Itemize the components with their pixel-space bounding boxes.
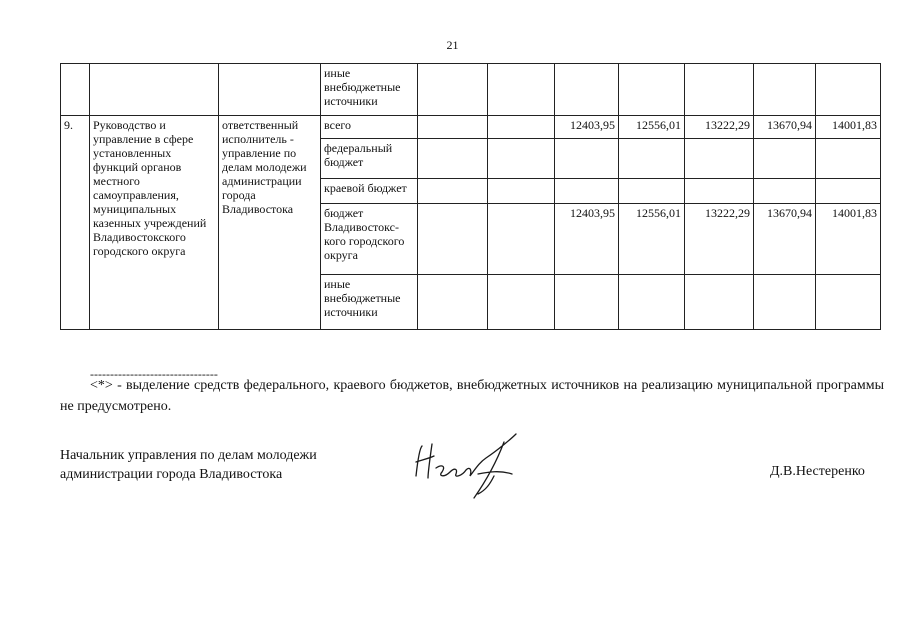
value-cell: [418, 179, 488, 204]
source-cell: иные внебюджетные источники: [321, 275, 418, 330]
value-cell: [685, 275, 754, 330]
value-cell: 14001,83: [816, 204, 881, 275]
value-cell: [555, 179, 619, 204]
value-cell: 12403,95: [555, 116, 619, 139]
source-cell: краевой бюджет: [321, 179, 418, 204]
value-cell: [754, 275, 816, 330]
signer-title: [60, 446, 317, 484]
value-cell: [488, 116, 555, 139]
row-number-cell: 9.: [61, 116, 90, 330]
value-cell: 12556,01: [619, 204, 685, 275]
footnote-separator: --------------------------------: [90, 367, 218, 381]
value-cell: [488, 139, 555, 179]
value-cell: [816, 275, 881, 330]
value-cell: 13222,29: [685, 204, 754, 275]
value-cell: [619, 275, 685, 330]
budget-table: [60, 63, 881, 330]
value-cell: [418, 204, 488, 275]
source-cell: федеральный бюджет: [321, 139, 418, 179]
value-cell: [754, 179, 816, 204]
source-cell: всего: [321, 116, 418, 139]
activity-name-cell: Руководство и управление в сфере установленных функций органов местного самоуправления, муниципальных казенных учреждений Владивостокского городского округа: [90, 116, 219, 330]
value-cell: 13222,29: [685, 116, 754, 139]
value-cell: [816, 179, 881, 204]
value-cell: [488, 275, 555, 330]
table-row-continuation: [61, 64, 881, 116]
table-cell: [816, 64, 881, 116]
value-cell: [555, 139, 619, 179]
handwritten-signature: [408, 428, 523, 508]
signer-title-line: администрации города Владивостока: [60, 467, 283, 482]
value-cell: [816, 139, 881, 179]
table-cell: [685, 64, 754, 116]
source-cell: иные внебюджетные источники: [321, 64, 418, 116]
value-cell: [488, 179, 555, 204]
table-cell: [418, 64, 488, 116]
signer-name: Д.В.Нестеренко: [770, 464, 865, 479]
table-cell: [754, 64, 816, 116]
value-cell: 13670,94: [754, 204, 816, 275]
value-cell: [754, 139, 816, 179]
value-cell: [418, 139, 488, 179]
value-cell: 12403,95: [555, 204, 619, 275]
value-cell: [619, 179, 685, 204]
footnote-text: <*> - выделение средств федерального, краевого бюджетов, внебюджетных источников на реализацию муниципальной программы не предусмотрено.: [60, 378, 884, 414]
value-cell: [555, 275, 619, 330]
table-cell: [90, 64, 219, 116]
page-number: 21: [446, 38, 459, 52]
table-cell: [555, 64, 619, 116]
executor-cell: ответственный исполнитель - управление по делам молодежи администрации города Владивостока: [219, 116, 321, 330]
table-cell: [219, 64, 321, 116]
value-cell: 12556,01: [619, 116, 685, 139]
value-cell: 14001,83: [816, 116, 881, 139]
value-cell: [685, 179, 754, 204]
value-cell: [418, 116, 488, 139]
table-cell: [488, 64, 555, 116]
value-cell: [619, 139, 685, 179]
table-cell: [619, 64, 685, 116]
source-cell: бюджет Владивостокс-кого городского округа: [321, 204, 418, 275]
value-cell: [685, 139, 754, 179]
value-cell: [488, 204, 555, 275]
value-cell: [418, 275, 488, 330]
table-row: [61, 116, 881, 139]
signer-title-line: Начальник управления по делам молодежи: [60, 448, 317, 463]
value-cell: 13670,94: [754, 116, 816, 139]
table-cell: [61, 64, 90, 116]
